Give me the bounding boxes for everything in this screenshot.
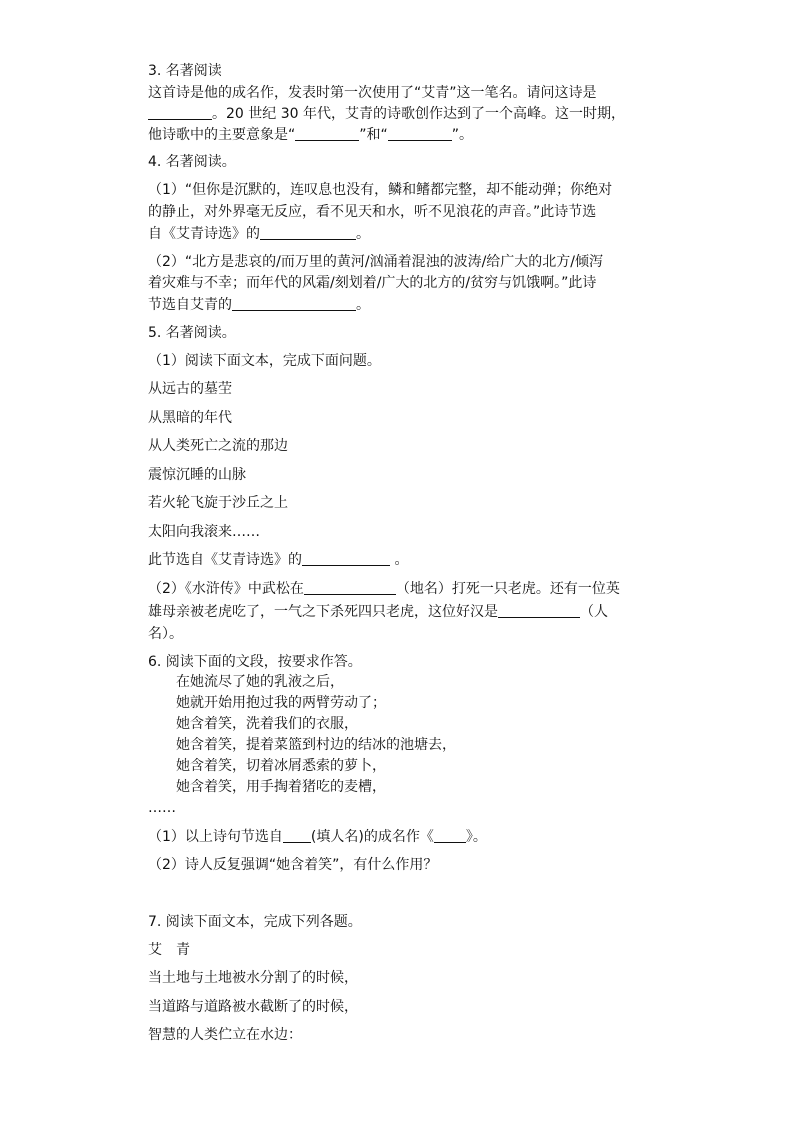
q4-p2-line3: 节选自艾青的 。 (148, 297, 370, 313)
q5-poem-line: 若火轮飞旋于沙丘之上 (148, 495, 288, 511)
q3-line1: 这首诗是他的成名作，发表时第一次使用了“艾青”这一笔名。请问这诗是 (148, 85, 597, 101)
q7-title: 7. 阅读下面文本，完成下列各题。 (148, 914, 362, 930)
q6-poem-line: 她含着笑，提着菜篮到村边的结冰的池塘去， (176, 737, 456, 753)
q3-title: 3. 名著阅读 (148, 63, 222, 79)
q7-line: 智慧的人类伫立在水边： (148, 1027, 302, 1043)
q5-poem-line: 从远古的墓茔 (148, 381, 232, 397)
q5-p2-line1: （2）《水浒传》中武松在 （地名）打死一只老虎。还有一位英 (148, 581, 620, 597)
q6-title: 6. 阅读下面的文段，按要求作答。 (148, 654, 362, 670)
q6-poem-line: 在她流尽了她的乳液之后， (176, 674, 344, 690)
answer-blank[interactable] (232, 296, 356, 311)
q6-sub2: （2）诗人反复强调“她含着笑”，有什么作用？ (148, 857, 438, 873)
q5-poem-line: 太阳向我滚来…… (148, 524, 260, 540)
answer-blank[interactable] (260, 225, 356, 240)
q7-line: 当道路与道路被水截断了的时候， (148, 999, 358, 1015)
q5-p2-line2: 雄母亲被老虎吃了，一气之下杀死四只老虎，这位好汉是 （人 (148, 604, 608, 620)
q6-poem-line: 她含着笑，用手掏着猪吃的麦槽， (176, 779, 386, 795)
q6-poem-line: 她就开始用抱过我的两臂劳动了； (176, 695, 386, 711)
q6-sub1: （1）以上诗句节选自 (填人名)的成名作《 》。 (148, 829, 487, 845)
q4-p2-line2: 着灾难与不幸；而年代的风霜/刻划着/广大的北方的/贫穷与饥饿啊。”此诗 (148, 275, 597, 291)
q4-title: 4. 名著阅读。 (148, 154, 236, 170)
q3-line3: 他诗歌中的主要意象是“ ”和“ ”。 (148, 127, 474, 143)
answer-blank[interactable] (498, 603, 580, 618)
q7-line: 当土地与土地被水分割了的时候， (148, 970, 358, 986)
q5-sub1: （1）阅读下面文本，完成下面问题。 (148, 353, 381, 369)
q5-p2-line3: 名）。 (148, 626, 183, 642)
q6-poem-line: 她含着笑，切着冰屑悉索的萝卜， (176, 758, 386, 774)
answer-blank[interactable] (283, 828, 311, 843)
q5-poem-line: 从黑暗的年代 (148, 410, 232, 426)
q4-p1-line1: （1）“但你是沉默的，连叹息也没有，鳞和鳍都完整，却不能动弹；你绝对 (148, 182, 613, 198)
q5-poem-line: 从人类死亡之流的那边 (148, 438, 288, 454)
q6-ellipsis: …… (148, 800, 176, 816)
answer-blank[interactable] (295, 126, 359, 141)
q7-author: 艾 青 (148, 942, 190, 958)
q4-p2-line1: （2）“北方是悲哀的/而万里的黄河/汹涌着混浊的波涛/给广大的北方/倾泻 (148, 254, 604, 270)
answer-blank[interactable] (388, 126, 452, 141)
q6-poem-line: 她含着笑，洗着我们的衣服， (176, 716, 358, 732)
q5-source-line: 此节选自《艾青诗选》的 。 (148, 552, 409, 568)
q5-poem-line: 震惊沉睡的山脉 (148, 467, 246, 483)
q4-p1-line3: 自《艾青诗选》的 。 (148, 226, 370, 242)
answer-blank[interactable] (148, 105, 212, 120)
q4-p1-line2: 的静止，对外界毫无反应，看不见天和水，听不见浪花的声音。”此诗节选 (148, 204, 597, 220)
answer-blank[interactable] (434, 828, 466, 843)
answer-blank[interactable] (302, 551, 390, 566)
answer-blank[interactable] (304, 580, 396, 595)
q5-title: 5. 名著阅读。 (148, 325, 236, 341)
q3-line2: 。20 世纪 30 年代，艾青的诗歌创作达到了一个高峰。这一时期， (148, 105, 625, 123)
